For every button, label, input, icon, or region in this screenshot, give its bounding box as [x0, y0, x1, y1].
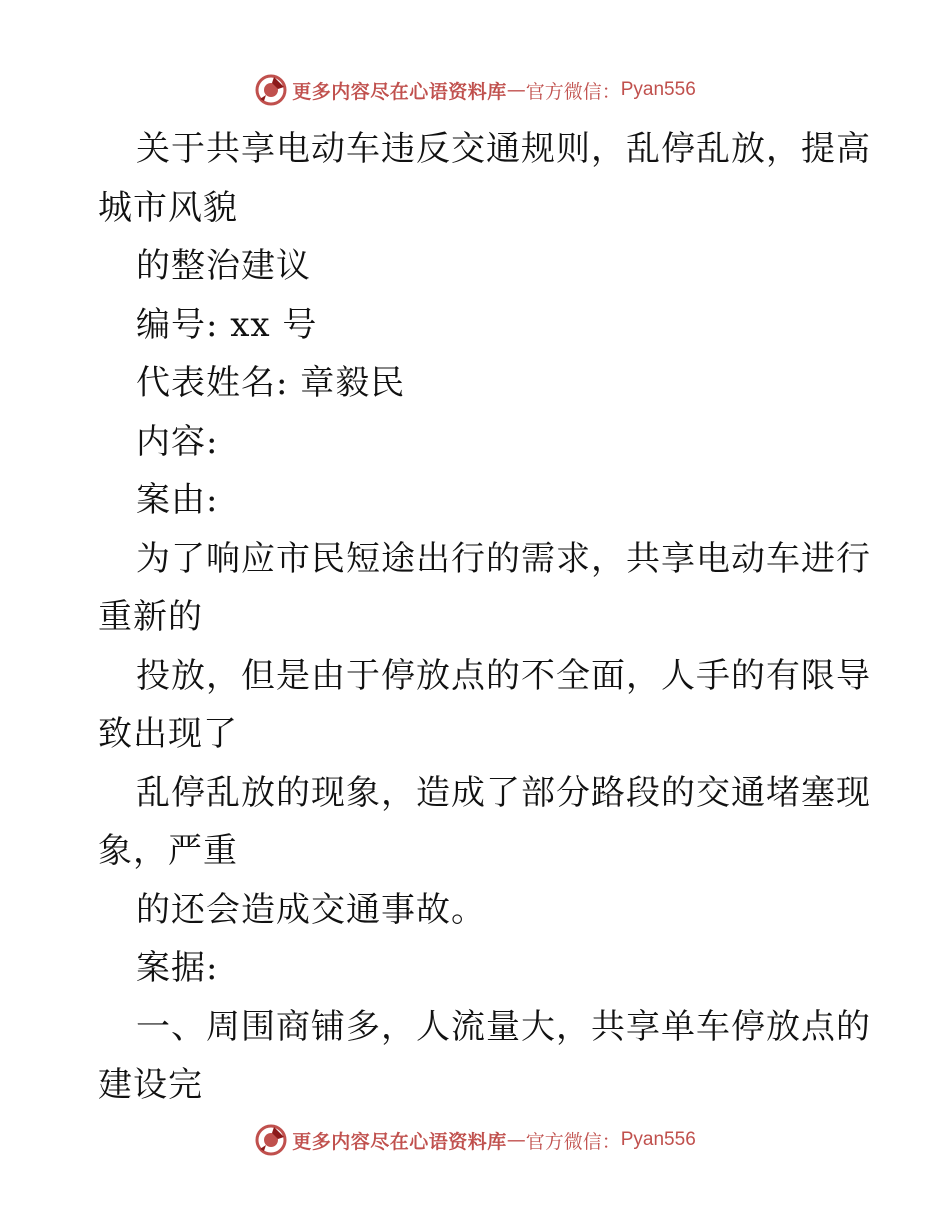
footer-banner-main: 更多内容尽在心语资料库	[292, 1130, 507, 1153]
number-line: 编号: xx 号	[136, 304, 318, 345]
representative-line: 代表姓名: 章毅民	[136, 363, 406, 403]
footer-banner-sub: 官方微信：	[525, 1130, 621, 1153]
content-heading: 内容:	[136, 421, 219, 462]
footer-banner-dash: —	[506, 1129, 526, 1151]
header-banner-main: 更多内容尽在心语资料库	[292, 80, 507, 103]
paragraph-line: 一、周围商铺多，人流量大，共享单车停放点的	[136, 1006, 871, 1047]
footer-watermark-banner	[0, 1120, 950, 1160]
paragraph-line: 致出现了	[98, 714, 238, 754]
pen-logo-icon	[254, 73, 288, 107]
header-watermark-banner	[0, 70, 950, 110]
header-banner-id: Pyan556	[620, 79, 696, 100]
paragraph-line: 乱停乱放的现象，造成了部分路段的交通堵塞现	[136, 772, 871, 813]
title-line-3: 的整治建议	[136, 246, 311, 286]
paragraph-line: 为了响应市民短途出行的需求，共享电动车进行	[136, 538, 871, 579]
footer-banner-id: Pyan556	[620, 1129, 696, 1150]
paragraph-line: 象，严重	[98, 831, 238, 871]
title-line-1: 关于共享电动车违反交通规则，乱停乱放，提高	[136, 129, 871, 169]
paragraph-line: 投放，但是由于停放点的不全面，人手的有限导	[136, 655, 871, 696]
title-line-2: 城市风貌	[98, 187, 238, 228]
pen-logo-icon	[254, 1123, 288, 1157]
paragraph-line: 建设完	[98, 1065, 203, 1105]
paragraph-line: 重新的	[98, 597, 203, 637]
document-body	[98, 120, 871, 1115]
header-banner-sub: 官方微信：	[525, 80, 621, 103]
paragraph-line: 的还会造成交通事故。	[136, 889, 486, 930]
basis-heading: 案据:	[136, 948, 219, 988]
header-banner-dash: —	[506, 79, 526, 101]
cause-heading: 案由:	[136, 480, 219, 520]
